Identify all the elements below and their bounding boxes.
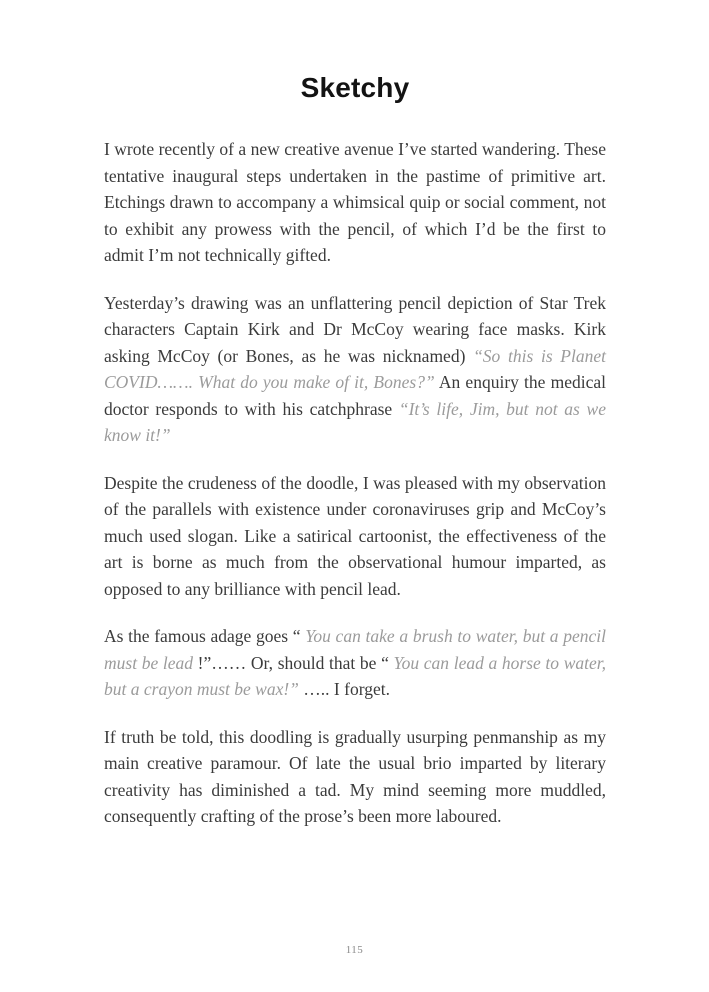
text-run: Despite the crudeness of the doodle, I was pleased with my observation of the parallels with existence under coronaviruses grip and McCoy’s much used slogan. Like a satirical cartoonist, the effectiveness of the art is borne as much from the observational humour imparted, as opposed to any brilliance with pencil lead. (104, 472, 606, 599)
paragraph (104, 724, 606, 830)
paragraph (104, 290, 606, 449)
text-run: An enquiry the medical doctor responds to with his catchphrase (104, 372, 606, 419)
paragraph (104, 623, 606, 703)
text-run: I wrote recently of a new creative avenue I’ve started wandering. These tentative inaugural steps undertaken in the pastime of primitive art. Etchings drawn to accompany a whimsical quip or social comment, not to exhibit any prowess with the pencil, of which I’d be the first to admit I’m not technically gifted. (104, 139, 606, 265)
text-run: “It’s life, Jim, but not as we know it!” (104, 398, 606, 445)
paragraph (104, 470, 606, 603)
page-title: Sketchy (300, 72, 410, 103)
text-run: Yesterday’s drawing was an unflattering pencil depiction of Star Trek characters Captain Kirk and Dr McCoy wearing face masks. Kirk asking McCoy (or Bones, as he was nicknamed) (104, 292, 606, 366)
text-run: As the famous adage goes “ (104, 626, 306, 646)
text-run: !”…… Or, should that be “ (193, 652, 394, 673)
text-run: You can lead a horse to water, but a crayon must be wax!” (104, 652, 606, 699)
text-run: “So this is Planet COVID……. What do you make of it, Bones?” (104, 345, 606, 392)
text-run: If truth be told, this doodling is gradually usurping penmanship as my main creative paramour. Of late the usual brio imparted by literary creativity has diminished a tad. My mind seeming more muddled, consequently crafting of the prose’s been more laboured. (104, 726, 606, 826)
page-number: 115 (345, 944, 364, 956)
paragraph (104, 136, 606, 269)
text-run: ….. I forget. (298, 679, 390, 699)
text-run: You can take a brush to water, but a pencil must be lead (104, 626, 606, 673)
